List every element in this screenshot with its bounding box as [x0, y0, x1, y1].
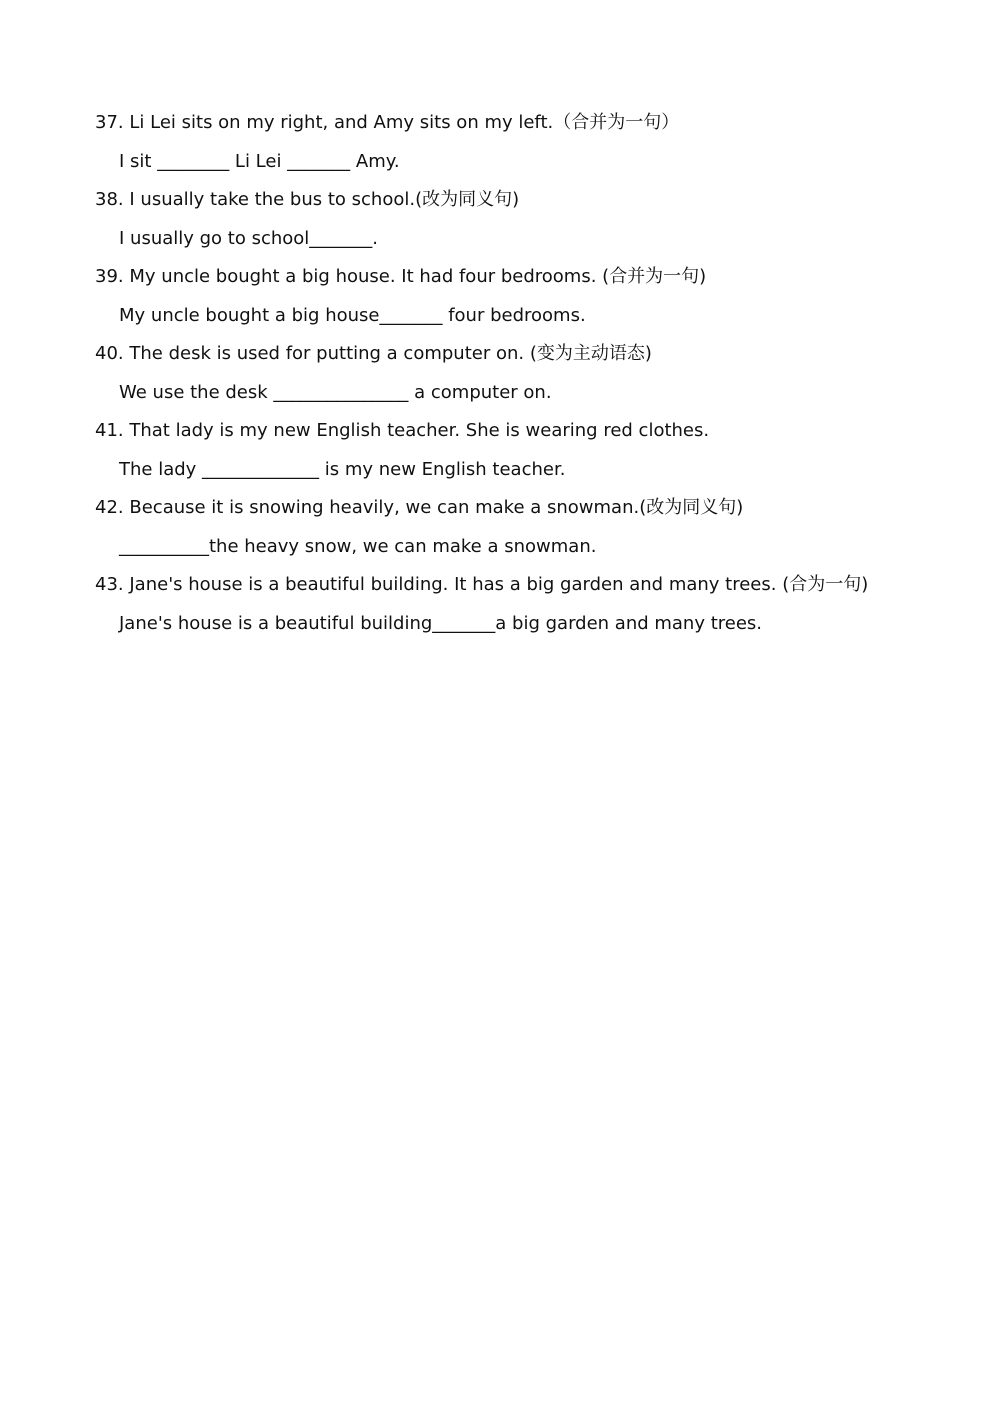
answer-line: My uncle bought a big house_______ four bedrooms. [119, 304, 586, 326]
question-text: That lady is my new English teacher. She is wearing red clothes. [129, 420, 710, 441]
question-text: Li Lei sits on my right, and Amy sits on my left.（合并为一句） [129, 112, 680, 133]
question-prompt [95, 258, 975, 297]
question-text: The desk is used for putting a computer on. (变为主动语态) [129, 343, 652, 364]
question-number: 39. [95, 266, 124, 287]
question-number: 41. [95, 420, 124, 441]
answer-line: I usually go to school_______. [119, 227, 379, 249]
answer-line: I sit ________ Li Lei _______ Amy. [119, 150, 400, 172]
question-prompt [95, 566, 975, 605]
question-prompt [95, 412, 975, 451]
question-prompt [95, 104, 975, 143]
question-number: 37. [95, 112, 124, 133]
question-prompt [95, 489, 975, 528]
question-39 [95, 258, 975, 335]
question-43 [95, 566, 975, 643]
answer-line: Jane's house is a beautiful building_______a big garden and many trees. [119, 612, 763, 634]
answer-line: The lady _____________ is my new English teacher. [119, 458, 566, 480]
question-38 [95, 181, 975, 258]
question-number: 42. [95, 497, 124, 518]
question-text: I usually take the bus to school.(改为同义句) [129, 189, 520, 210]
question-text: Jane's house is a beautiful building. It has a big garden and many trees. (合为一句) [129, 574, 869, 595]
question-number: 40. [95, 343, 124, 364]
answer-line: We use the desk _______________ a computer on. [119, 381, 552, 403]
question-number: 38. [95, 189, 124, 210]
question-42 [95, 489, 975, 566]
question-prompt [95, 181, 975, 220]
question-37 [95, 104, 975, 181]
question-40 [95, 335, 975, 412]
question-41 [95, 412, 975, 489]
question-list [95, 104, 975, 643]
question-prompt [95, 335, 975, 374]
answer-line: __________the heavy snow, we can make a snowman. [119, 535, 597, 557]
question-number: 43. [95, 574, 124, 595]
question-text: Because it is snowing heavily, we can make a snowman.(改为同义句) [129, 497, 744, 518]
question-text: My uncle bought a big house. It had four bedrooms. (合并为一句) [129, 266, 707, 287]
